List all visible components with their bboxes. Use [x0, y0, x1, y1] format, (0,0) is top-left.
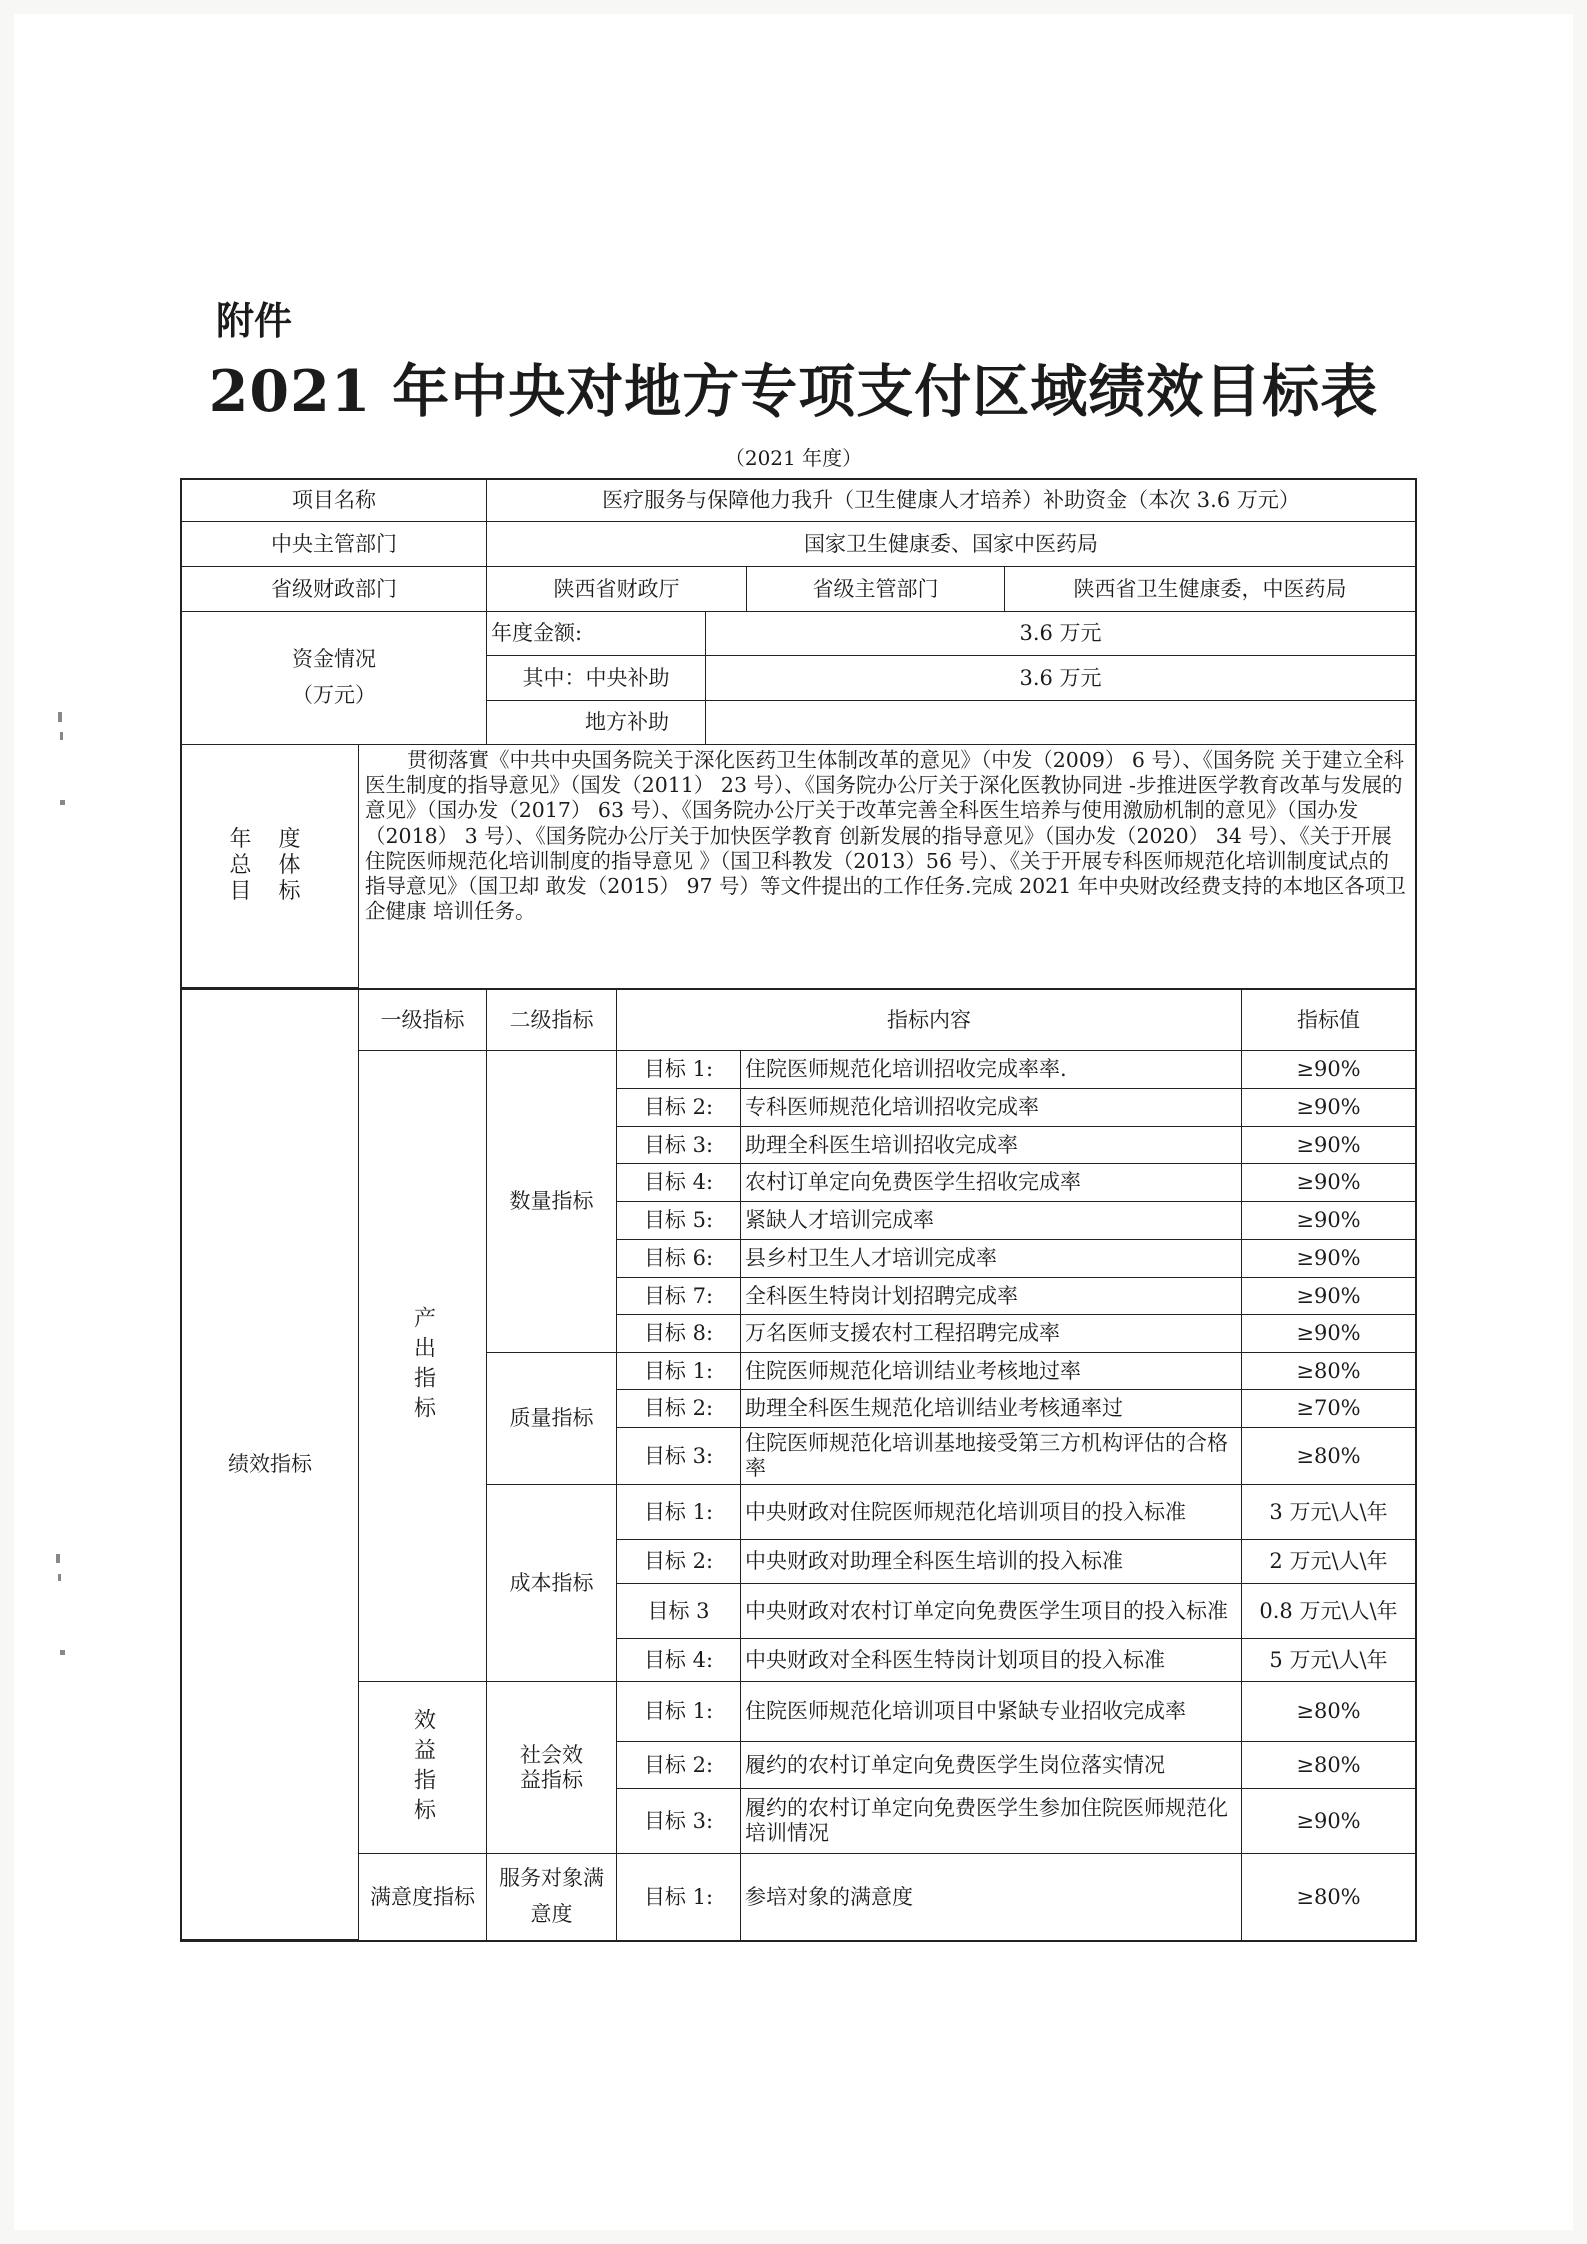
- row-content: 万名医师支援农村工程招聘完成率: [741, 1315, 1242, 1353]
- info-table: [180, 478, 1417, 990]
- row-target: 目标 1:: [617, 1353, 741, 1390]
- row-content: 助理全科医生培训招收完成率: [741, 1127, 1242, 1164]
- row-content: 紧缺人才培训完成率: [741, 1202, 1242, 1240]
- row-content: 县乡村卫生人才培训完成率: [741, 1240, 1242, 1278]
- row-target: 目标 2:: [617, 1540, 741, 1584]
- annual-value: 3.6 万元: [706, 612, 1415, 656]
- l1-benefit: [359, 1682, 487, 1854]
- row-content: 住院医师规范化培训基地接受第三方机构评估的合格率: [741, 1428, 1242, 1485]
- row-content: 中央财政对住院医师规范化培训项目的投入标准: [741, 1485, 1242, 1540]
- indicators-section-label: 绩效指标: [182, 990, 359, 1940]
- l2-service-text: 服务对象满意度: [499, 1866, 604, 1926]
- annual-goal-label-text: 年 度 总 体 目 标: [229, 827, 311, 904]
- row-content: 履约的农村订单定向免费医学生岗位落实情况: [741, 1742, 1242, 1789]
- row-target: 目标 4:: [617, 1164, 741, 1202]
- annual-goal-label: [182, 745, 359, 988]
- row-target: 目标 8:: [617, 1315, 741, 1353]
- row-content: 住院医师规范化培训项目中紧缺专业招收完成率: [741, 1682, 1242, 1742]
- row-value: ≥90%: [1242, 1202, 1415, 1240]
- row-target: 目标 1:: [617, 1051, 741, 1089]
- row-target: 目标 3: [617, 1584, 741, 1639]
- row-value: ≥90%: [1242, 1089, 1415, 1127]
- l2-quality: 质量指标: [487, 1353, 617, 1485]
- row-target: 目标 2:: [617, 1742, 741, 1789]
- binding-mark: [58, 712, 62, 722]
- row-target: 目标 7:: [617, 1278, 741, 1315]
- row-value: ≥80%: [1242, 1742, 1415, 1789]
- l2-social-text: 社会效益指标: [520, 1742, 583, 1792]
- central-dept-label: 中央主管部门: [182, 522, 487, 567]
- annual-goal-paragraph: 贯彻落實《中共中央国务院关于深化医药卫生体制改革的意见》（中发（2009） 6 号）、《国务院 关于建立全科医生制度的指导意见》（国发（2011） 23 号）、《国务院办公厅关于深化医教协同进 -步推进医学教育改革与发展的意见》（国办发（2017） 63 号）、《国务院办公厅关于改革完善全科医生培养与使用激励机制的意见》（国办发（2018） 3 号）、《国务院办公厅关于加快医学教育 创新发展的指导意见》（国办发（2020） 34 号）、《关于开展住院医师规范化培训制度的指导意见 》（国卫科教发（2013）56 号）、《关于开展专科医师规范化培训制度试点的指导意见》（国卫却 敢发（2015） 97 号）等文件提出的工作任务.完成 2021 年中央财改经费支持的本地区各项卫企健康 培训任务。: [365, 748, 1406, 924]
- indicators-table: [180, 988, 1417, 1942]
- row-content: 住院医师规范化培训招收完成率率.: [741, 1051, 1242, 1089]
- funds-label: [182, 612, 487, 745]
- row-target: 目标 2:: [617, 1390, 741, 1428]
- row-value: ≥80%: [1296, 1884, 1361, 1909]
- l2-social: [487, 1682, 617, 1854]
- row-value: ≥90%: [1242, 1127, 1415, 1164]
- row-content: 住院医师规范化培训结业考核地过率: [741, 1353, 1242, 1390]
- header-level1: 一级指标: [359, 990, 487, 1051]
- central-dept-value: 国家卫生健康委、国家中医药局: [487, 522, 1415, 567]
- row-value: 0.8 万元\人\年: [1242, 1584, 1415, 1639]
- row-content: 中央财政对全科医生特岗计划项目的投入标准: [741, 1639, 1242, 1682]
- l2-quantity: 数量指标: [487, 1051, 617, 1353]
- l1-output-text: 产出指标: [410, 1306, 436, 1426]
- row-value: ≥90%: [1242, 1315, 1415, 1353]
- row-value: 3 万元\人\年: [1242, 1485, 1415, 1540]
- header-content: 指标内容: [617, 990, 1242, 1051]
- row-content: 履约的农村订单定向免费医学生参加住院医师规范化培训情况: [741, 1789, 1242, 1854]
- row-target: 目标 3:: [617, 1789, 741, 1854]
- l2-service: [487, 1854, 617, 1940]
- row-target: 目标 1:: [617, 1682, 741, 1742]
- prov-finance-value: 陕西省财政厅: [487, 567, 747, 612]
- annual-label: 年度金额:: [487, 612, 706, 656]
- row-value: ≥90%: [1242, 1051, 1415, 1089]
- row-target: 目标 2:: [617, 1089, 741, 1127]
- row-value: ≥90%: [1242, 1789, 1415, 1854]
- row-value: ≥90%: [1242, 1278, 1415, 1315]
- binding-mark: [60, 732, 63, 740]
- project-name-label: 项目名称: [182, 480, 487, 522]
- l1-output: [359, 1051, 487, 1682]
- row-target: 目标 1:: [617, 1485, 741, 1540]
- row-content: 助理全科医生规范化培训结业考核通率过: [741, 1390, 1242, 1428]
- row-value: ≥70%: [1242, 1390, 1415, 1428]
- row-value: ≥90%: [1242, 1164, 1415, 1202]
- row-value: ≥80%: [1242, 1428, 1415, 1485]
- annual-goal-text: [359, 745, 1415, 988]
- row-value: ≥90%: [1242, 1240, 1415, 1278]
- row-content: 农村订单定向免费医学生招收完成率: [741, 1164, 1242, 1202]
- binding-mark: [60, 1650, 65, 1655]
- local-subsidy-label: 地方补助: [487, 701, 706, 745]
- l1-benefit-text: 效益指标: [410, 1707, 436, 1828]
- row-content: 中央财政对助理全科医生培训的投入标准: [741, 1540, 1242, 1584]
- row-value: ≥80%: [1242, 1353, 1415, 1390]
- header-level2: 二级指标: [487, 990, 617, 1051]
- header-value: 指标值: [1242, 990, 1415, 1051]
- prov-finance-label: 省级财政部门: [182, 567, 487, 612]
- row-value: 2 万元\人\年: [1242, 1540, 1415, 1584]
- year-label: （2021 年度）: [724, 446, 863, 470]
- row-target: 目标 1:: [617, 1854, 741, 1940]
- row-content: 全科医生特岗计划招聘完成率: [741, 1278, 1242, 1315]
- attachment-label: 附件: [216, 299, 293, 343]
- binding-mark: [58, 1574, 61, 1581]
- binding-mark: [60, 800, 65, 805]
- project-name-value: 医疗服务与保障他力我升（卫生健康人才培养）补助资金（本次 3.6 万元）: [487, 480, 1415, 522]
- row-content: 参培对象的满意度: [741, 1854, 1242, 1940]
- row-content: 专科医师规范化培训招收完成率: [741, 1089, 1242, 1127]
- row-target: 目标 5:: [617, 1202, 741, 1240]
- l2-cost: 成本指标: [487, 1485, 617, 1682]
- row-value: 5 万元\人\年: [1242, 1639, 1415, 1682]
- local-subsidy-value: [706, 701, 1415, 745]
- row-value: ≥80%: [1242, 1682, 1415, 1742]
- row-target: 目标 3:: [617, 1428, 741, 1485]
- binding-mark: [56, 1554, 60, 1563]
- prov-dept-label: 省级主管部门: [747, 567, 1005, 612]
- funds-label-text: 资金情况 （万元）: [292, 647, 376, 707]
- central-subsidy-value: 3.6 万元: [706, 656, 1415, 701]
- row-target: 目标 3:: [617, 1127, 741, 1164]
- central-subsidy-label: 其中：中央补助: [487, 656, 706, 701]
- row-content: 中央财政对农村订单定向免费医学生项目的投入标准: [741, 1584, 1242, 1639]
- l1-satisfaction: 满意度指标: [359, 1854, 487, 1940]
- page-title: 2021 年中央对地方专项支付区域绩效目标表: [208, 358, 1379, 425]
- row-target: 目标 6:: [617, 1240, 741, 1278]
- prov-dept-value: 陕西省卫生健康委，中医药局: [1005, 567, 1415, 612]
- row-target: 目标 4:: [617, 1639, 741, 1682]
